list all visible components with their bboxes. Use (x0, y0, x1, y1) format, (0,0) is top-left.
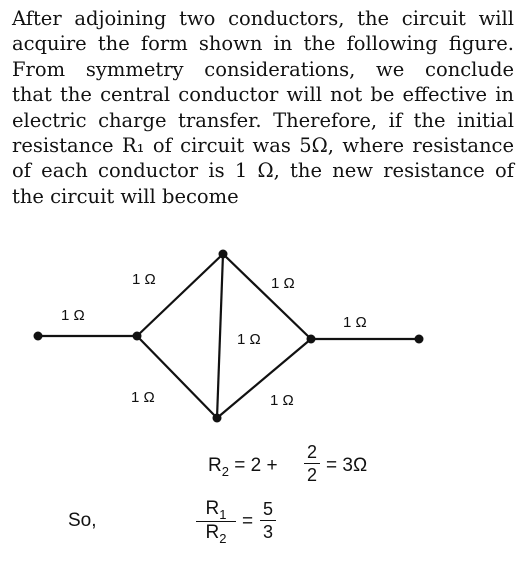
paragraph-line: the circuit will become (12, 184, 239, 208)
equation1-fraction (304, 442, 320, 485)
equation1-lhs (208, 455, 278, 477)
equation1-middle: = 2 + (228, 455, 278, 476)
equation2-rhs-fraction (260, 499, 276, 542)
r2-symbol: R (208, 455, 222, 476)
r2-subscript: 2 (221, 464, 229, 479)
resistor-label-bottom-right: 1 Ω (270, 392, 294, 409)
resistor-label-top-right: 1 Ω (271, 275, 295, 292)
resistor-label-top-left: 1 Ω (132, 271, 156, 288)
r2-symbol: R (205, 522, 220, 543)
r1-term (196, 499, 236, 520)
paragraph-line: of each conductor is 1 Ω, the new resistance of (12, 159, 514, 183)
paragraph-line: electric charge transfer. Therefore, if the initial (12, 108, 514, 132)
fraction-bar (260, 520, 276, 521)
bottom-node (213, 414, 222, 423)
left-node (133, 332, 142, 341)
paragraph-line: After adjoining two conductors, the circuit will (12, 7, 514, 30)
equation2-equals: = (242, 511, 254, 532)
paragraph-line: acquire the form shown in the following figure. (12, 32, 514, 56)
resistor-label-center: 1 Ω (237, 331, 261, 348)
fraction-numerator: 5 (262, 499, 273, 519)
resistor-label-right-wire: 1 Ω (343, 314, 367, 331)
paragraph-line: From symmetry considerations, we conclude (12, 57, 514, 81)
paragraph-line: that the central conductor will not be effective in (12, 83, 514, 107)
upper-right-resistor (223, 254, 311, 339)
left-terminal (34, 332, 43, 341)
equation2-lhs-fraction (196, 499, 236, 544)
equation1-rhs: = 3Ω (326, 455, 368, 476)
resistor-label-bottom-left: 1 Ω (131, 389, 155, 406)
fraction-bar (304, 463, 320, 464)
fraction-denominator: 3 (262, 522, 273, 542)
top-node (219, 250, 228, 259)
fraction-numerator: 2 (306, 442, 317, 462)
paragraph-line: resistance R₁ of circuit was 5Ω, where resistance (12, 134, 514, 158)
r1-subscript: 1 (219, 507, 227, 522)
right-node (307, 335, 316, 344)
r2-subscript: 2 (219, 531, 227, 546)
r1-symbol: R (205, 498, 220, 519)
resistor-label-left-wire: 1 Ω (61, 307, 85, 324)
lower-right-resistor (217, 339, 311, 418)
central-resistor (217, 254, 223, 418)
right-terminal (415, 335, 424, 344)
r2-term (196, 523, 236, 544)
so-label: So, (68, 510, 97, 531)
fraction-denominator: 2 (306, 465, 317, 485)
upper-left-resistor (137, 254, 223, 336)
